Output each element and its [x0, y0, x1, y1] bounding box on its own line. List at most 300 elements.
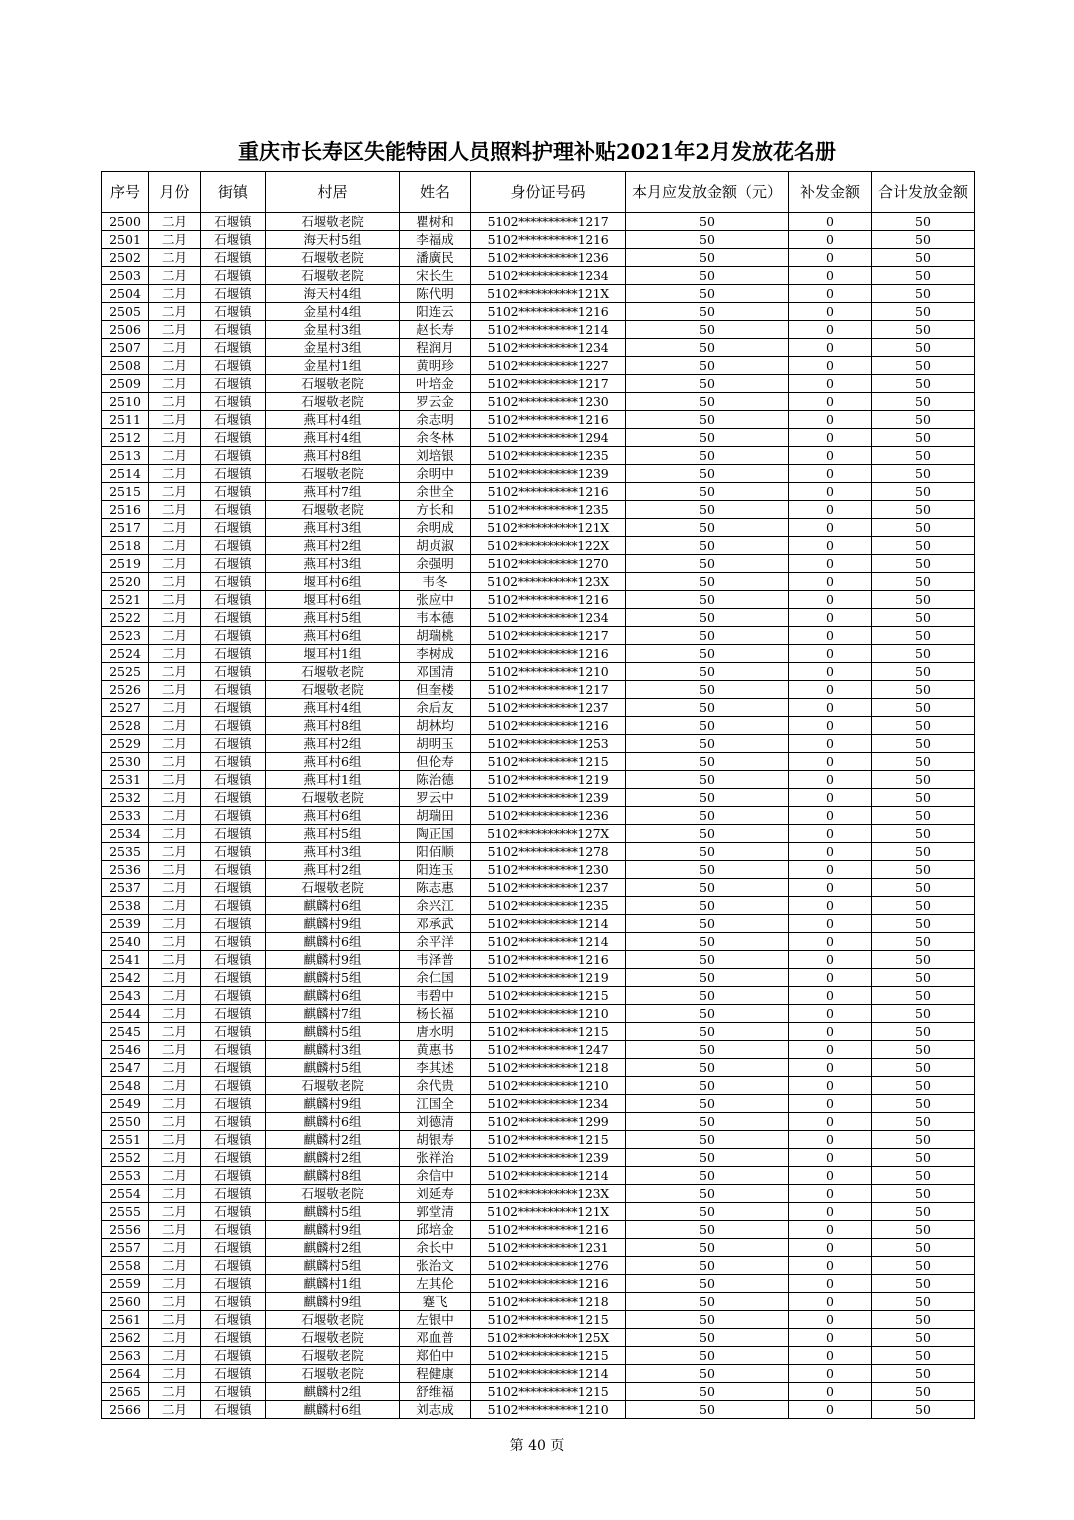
cell-back-pay: 0 [789, 267, 872, 285]
cell-month: 二月 [149, 987, 201, 1005]
table-row [102, 1311, 975, 1329]
cell-month: 二月 [149, 1113, 201, 1131]
cell-index: 2556 [102, 1221, 149, 1239]
cell-town: 石堰镇 [201, 1275, 266, 1293]
cell-village: 石堰敬老院 [266, 1347, 400, 1365]
cell-back-pay: 0 [789, 699, 872, 717]
cell-id-number: 5102**********127X [471, 825, 626, 843]
cell-name: 程健康 [400, 1365, 471, 1383]
cell-total-amount: 50 [872, 555, 975, 573]
cell-monthly-amount: 50 [626, 825, 789, 843]
cell-index: 2525 [102, 663, 149, 681]
cell-name: 邓血普 [400, 1329, 471, 1347]
cell-town: 石堰镇 [201, 609, 266, 627]
cell-total-amount: 50 [872, 1185, 975, 1203]
cell-month: 二月 [149, 357, 201, 375]
cell-village: 石堰敬老院 [266, 1185, 400, 1203]
cell-name: 邓国清 [400, 663, 471, 681]
cell-back-pay: 0 [789, 1293, 872, 1311]
cell-id-number: 5102**********1218 [471, 1293, 626, 1311]
cell-index: 2562 [102, 1329, 149, 1347]
cell-village: 麒麟村7组 [266, 1005, 400, 1023]
cell-total-amount: 50 [872, 1365, 975, 1383]
cell-town: 石堰镇 [201, 1077, 266, 1095]
cell-village: 燕耳村8组 [266, 447, 400, 465]
cell-village: 麒麟村9组 [266, 1221, 400, 1239]
cell-town: 石堰镇 [201, 1239, 266, 1257]
cell-name: 余世全 [400, 483, 471, 501]
table-row [102, 1203, 975, 1221]
cell-total-amount: 50 [872, 969, 975, 987]
cell-name: 胡瑞田 [400, 807, 471, 825]
cell-back-pay: 0 [789, 753, 872, 771]
cell-name: 但伦寿 [400, 753, 471, 771]
cell-name: 余长中 [400, 1239, 471, 1257]
cell-town: 石堰镇 [201, 213, 266, 231]
cell-index: 2535 [102, 843, 149, 861]
cell-name: 郭堂清 [400, 1203, 471, 1221]
cell-back-pay: 0 [789, 483, 872, 501]
cell-index: 2559 [102, 1275, 149, 1293]
cell-id-number: 5102**********1214 [471, 915, 626, 933]
cell-monthly-amount: 50 [626, 1023, 789, 1041]
cell-village: 燕耳村4组 [266, 429, 400, 447]
cell-town: 石堰镇 [201, 465, 266, 483]
cell-month: 二月 [149, 1185, 201, 1203]
cell-id-number: 5102**********1276 [471, 1257, 626, 1275]
cell-month: 二月 [149, 1239, 201, 1257]
cell-month: 二月 [149, 1275, 201, 1293]
cell-village: 麒麟村6组 [266, 897, 400, 915]
cell-town: 石堰镇 [201, 699, 266, 717]
cell-village: 麒麟村6组 [266, 1401, 400, 1419]
cell-month: 二月 [149, 645, 201, 663]
cell-month: 二月 [149, 447, 201, 465]
cell-village: 石堰敬老院 [266, 1329, 400, 1347]
cell-monthly-amount: 50 [626, 1095, 789, 1113]
cell-index: 2520 [102, 573, 149, 591]
table-row [102, 1023, 975, 1041]
cell-town: 石堰镇 [201, 645, 266, 663]
cell-index: 2524 [102, 645, 149, 663]
table-row [102, 735, 975, 753]
cell-monthly-amount: 50 [626, 915, 789, 933]
cell-name: 胡明玉 [400, 735, 471, 753]
cell-id-number: 5102**********1218 [471, 1059, 626, 1077]
cell-index: 2560 [102, 1293, 149, 1311]
cell-index: 2504 [102, 285, 149, 303]
cell-monthly-amount: 50 [626, 807, 789, 825]
cell-village: 燕耳村6组 [266, 753, 400, 771]
cell-id-number: 5102**********125X [471, 1329, 626, 1347]
cell-total-amount: 50 [872, 1041, 975, 1059]
cell-monthly-amount: 50 [626, 789, 789, 807]
cell-name: 余志明 [400, 411, 471, 429]
cell-index: 2505 [102, 303, 149, 321]
cell-total-amount: 50 [872, 1059, 975, 1077]
cell-month: 二月 [149, 915, 201, 933]
cell-month: 二月 [149, 501, 201, 519]
cell-index: 2526 [102, 681, 149, 699]
table-row [102, 267, 975, 285]
cell-village: 金星村4组 [266, 303, 400, 321]
cell-name: 李福成 [400, 231, 471, 249]
cell-back-pay: 0 [789, 1077, 872, 1095]
cell-back-pay: 0 [789, 789, 872, 807]
cell-total-amount: 50 [872, 1239, 975, 1257]
cell-monthly-amount: 50 [626, 969, 789, 987]
cell-back-pay: 0 [789, 1383, 872, 1401]
cell-back-pay: 0 [789, 1041, 872, 1059]
cell-monthly-amount: 50 [626, 465, 789, 483]
cell-back-pay: 0 [789, 357, 872, 375]
cell-id-number: 5102**********1253 [471, 735, 626, 753]
cell-total-amount: 50 [872, 1311, 975, 1329]
cell-village: 石堰敬老院 [266, 267, 400, 285]
cell-month: 二月 [149, 1329, 201, 1347]
cell-id-number: 5102**********1216 [471, 411, 626, 429]
cell-total-amount: 50 [872, 375, 975, 393]
cell-month: 二月 [149, 339, 201, 357]
cell-id-number: 5102**********1216 [471, 303, 626, 321]
cell-index: 2545 [102, 1023, 149, 1041]
cell-id-number: 5102**********1247 [471, 1041, 626, 1059]
cell-id-number: 5102**********121X [471, 1203, 626, 1221]
cell-town: 石堰镇 [201, 303, 266, 321]
cell-monthly-amount: 50 [626, 681, 789, 699]
cell-month: 二月 [149, 699, 201, 717]
header-town: 街镇 [201, 172, 266, 213]
cell-index: 2555 [102, 1203, 149, 1221]
cell-id-number: 5102**********1216 [471, 717, 626, 735]
cell-monthly-amount: 50 [626, 771, 789, 789]
cell-index: 2548 [102, 1077, 149, 1095]
table-row [102, 1149, 975, 1167]
cell-name: 阳佰顺 [400, 843, 471, 861]
cell-total-amount: 50 [872, 1383, 975, 1401]
cell-monthly-amount: 50 [626, 285, 789, 303]
cell-name: 胡瑞桃 [400, 627, 471, 645]
cell-back-pay: 0 [789, 915, 872, 933]
cell-name: 韦泽普 [400, 951, 471, 969]
cell-monthly-amount: 50 [626, 663, 789, 681]
header-total-amount: 合计发放金额 [872, 172, 975, 213]
table-row [102, 1131, 975, 1149]
cell-village: 燕耳村2组 [266, 537, 400, 555]
cell-month: 二月 [149, 969, 201, 987]
cell-id-number: 5102**********1235 [471, 897, 626, 915]
table-row [102, 249, 975, 267]
cell-name: 杨长福 [400, 1005, 471, 1023]
cell-back-pay: 0 [789, 1005, 872, 1023]
table-row [102, 519, 975, 537]
cell-month: 二月 [149, 249, 201, 267]
cell-town: 石堰镇 [201, 753, 266, 771]
cell-town: 石堰镇 [201, 321, 266, 339]
roster-table [101, 171, 975, 1419]
cell-town: 石堰镇 [201, 969, 266, 987]
cell-monthly-amount: 50 [626, 645, 789, 663]
cell-name: 唐水明 [400, 1023, 471, 1041]
cell-name: 刘志成 [400, 1401, 471, 1419]
cell-village: 麒麟村9组 [266, 951, 400, 969]
cell-total-amount: 50 [872, 933, 975, 951]
cell-index: 2530 [102, 753, 149, 771]
cell-back-pay: 0 [789, 627, 872, 645]
cell-monthly-amount: 50 [626, 447, 789, 465]
cell-monthly-amount: 50 [626, 897, 789, 915]
cell-town: 石堰镇 [201, 933, 266, 951]
cell-id-number: 5102**********1214 [471, 1167, 626, 1185]
cell-id-number: 5102**********1227 [471, 357, 626, 375]
cell-back-pay: 0 [789, 1347, 872, 1365]
table-row [102, 1383, 975, 1401]
cell-name: 余明成 [400, 519, 471, 537]
cell-town: 石堰镇 [201, 339, 266, 357]
table-row [102, 717, 975, 735]
cell-id-number: 5102**********1234 [471, 339, 626, 357]
cell-month: 二月 [149, 375, 201, 393]
cell-village: 堰耳村6组 [266, 573, 400, 591]
cell-month: 二月 [149, 627, 201, 645]
cell-monthly-amount: 50 [626, 627, 789, 645]
cell-village: 石堰敬老院 [266, 501, 400, 519]
cell-month: 二月 [149, 537, 201, 555]
cell-village: 海天村4组 [266, 285, 400, 303]
cell-back-pay: 0 [789, 1059, 872, 1077]
table-row [102, 771, 975, 789]
cell-back-pay: 0 [789, 717, 872, 735]
cell-monthly-amount: 50 [626, 429, 789, 447]
table-row [102, 1293, 975, 1311]
cell-total-amount: 50 [872, 915, 975, 933]
cell-name: 韦冬 [400, 573, 471, 591]
cell-total-amount: 50 [872, 1401, 975, 1419]
cell-total-amount: 50 [872, 645, 975, 663]
cell-id-number: 5102**********1216 [471, 591, 626, 609]
cell-back-pay: 0 [789, 1167, 872, 1185]
cell-index: 2536 [102, 861, 149, 879]
cell-town: 石堰镇 [201, 1329, 266, 1347]
cell-name: 左其伦 [400, 1275, 471, 1293]
cell-total-amount: 50 [872, 1131, 975, 1149]
cell-town: 石堰镇 [201, 1005, 266, 1023]
cell-monthly-amount: 50 [626, 1113, 789, 1131]
cell-village: 金星村3组 [266, 339, 400, 357]
table-row [102, 933, 975, 951]
cell-total-amount: 50 [872, 339, 975, 357]
cell-monthly-amount: 50 [626, 213, 789, 231]
table-row [102, 1401, 975, 1419]
table-row [102, 483, 975, 501]
cell-village: 燕耳村6组 [266, 807, 400, 825]
cell-village: 燕耳村4组 [266, 699, 400, 717]
cell-village: 麒麟村5组 [266, 1257, 400, 1275]
cell-total-amount: 50 [872, 1167, 975, 1185]
cell-village: 燕耳村5组 [266, 825, 400, 843]
header-month: 月份 [149, 172, 201, 213]
cell-month: 二月 [149, 789, 201, 807]
cell-id-number: 5102**********1294 [471, 429, 626, 447]
cell-town: 石堰镇 [201, 1221, 266, 1239]
cell-id-number: 5102**********1234 [471, 609, 626, 627]
cell-back-pay: 0 [789, 429, 872, 447]
cell-monthly-amount: 50 [626, 537, 789, 555]
table-row [102, 321, 975, 339]
cell-index: 2522 [102, 609, 149, 627]
cell-month: 二月 [149, 465, 201, 483]
cell-month: 二月 [149, 231, 201, 249]
cell-name: 邓承武 [400, 915, 471, 933]
header-id-number: 身份证号码 [471, 172, 626, 213]
cell-id-number: 5102**********1217 [471, 375, 626, 393]
cell-index: 2513 [102, 447, 149, 465]
cell-index: 2523 [102, 627, 149, 645]
table-row [102, 375, 975, 393]
cell-town: 石堰镇 [201, 771, 266, 789]
cell-id-number: 5102**********1216 [471, 231, 626, 249]
cell-total-amount: 50 [872, 357, 975, 375]
cell-id-number: 5102**********1216 [471, 483, 626, 501]
cell-back-pay: 0 [789, 1311, 872, 1329]
cell-town: 石堰镇 [201, 393, 266, 411]
cell-monthly-amount: 50 [626, 1221, 789, 1239]
cell-back-pay: 0 [789, 1329, 872, 1347]
cell-month: 二月 [149, 861, 201, 879]
cell-total-amount: 50 [872, 807, 975, 825]
cell-total-amount: 50 [872, 1023, 975, 1041]
cell-back-pay: 0 [789, 987, 872, 1005]
cell-town: 石堰镇 [201, 573, 266, 591]
table-row [102, 1113, 975, 1131]
cell-index: 2553 [102, 1167, 149, 1185]
table-row [102, 303, 975, 321]
cell-monthly-amount: 50 [626, 501, 789, 519]
cell-id-number: 5102**********123X [471, 1185, 626, 1203]
cell-month: 二月 [149, 1095, 201, 1113]
cell-back-pay: 0 [789, 735, 872, 753]
cell-village: 燕耳村1组 [266, 771, 400, 789]
table-row [102, 1365, 975, 1383]
cell-back-pay: 0 [789, 1275, 872, 1293]
cell-total-amount: 50 [872, 843, 975, 861]
cell-village: 堰耳村1组 [266, 645, 400, 663]
cell-name: 李树成 [400, 645, 471, 663]
cell-monthly-amount: 50 [626, 1203, 789, 1221]
cell-index: 2506 [102, 321, 149, 339]
cell-monthly-amount: 50 [626, 375, 789, 393]
cell-town: 石堰镇 [201, 447, 266, 465]
cell-back-pay: 0 [789, 555, 872, 573]
cell-id-number: 5102**********1215 [471, 987, 626, 1005]
cell-monthly-amount: 50 [626, 555, 789, 573]
cell-back-pay: 0 [789, 1401, 872, 1419]
cell-name: 余明中 [400, 465, 471, 483]
cell-total-amount: 50 [872, 1293, 975, 1311]
cell-village: 麒麟村5组 [266, 1023, 400, 1041]
table-row [102, 915, 975, 933]
cell-monthly-amount: 50 [626, 609, 789, 627]
cell-month: 二月 [149, 1131, 201, 1149]
cell-index: 2564 [102, 1365, 149, 1383]
cell-total-amount: 50 [872, 213, 975, 231]
cell-town: 石堰镇 [201, 735, 266, 753]
cell-name: 李其述 [400, 1059, 471, 1077]
cell-name: 韦本德 [400, 609, 471, 627]
cell-town: 石堰镇 [201, 717, 266, 735]
cell-monthly-amount: 50 [626, 1077, 789, 1095]
cell-village: 燕耳村2组 [266, 861, 400, 879]
table-row [102, 1095, 975, 1113]
cell-total-amount: 50 [872, 447, 975, 465]
cell-name: 罗云中 [400, 789, 471, 807]
cell-town: 石堰镇 [201, 375, 266, 393]
cell-back-pay: 0 [789, 1239, 872, 1257]
cell-town: 石堰镇 [201, 1365, 266, 1383]
cell-name: 罗云金 [400, 393, 471, 411]
cell-back-pay: 0 [789, 1113, 872, 1131]
cell-id-number: 5102**********1214 [471, 933, 626, 951]
cell-name: 瞿树和 [400, 213, 471, 231]
cell-month: 二月 [149, 1041, 201, 1059]
cell-month: 二月 [149, 1059, 201, 1077]
table-row [102, 447, 975, 465]
cell-month: 二月 [149, 825, 201, 843]
cell-name: 胡贞淑 [400, 537, 471, 555]
cell-index: 2554 [102, 1185, 149, 1203]
cell-name: 张祥治 [400, 1149, 471, 1167]
cell-back-pay: 0 [789, 825, 872, 843]
cell-total-amount: 50 [872, 1347, 975, 1365]
cell-index: 2544 [102, 1005, 149, 1023]
cell-index: 2565 [102, 1383, 149, 1401]
cell-name: 刘德清 [400, 1113, 471, 1131]
cell-back-pay: 0 [789, 411, 872, 429]
cell-monthly-amount: 50 [626, 1185, 789, 1203]
cell-monthly-amount: 50 [626, 339, 789, 357]
cell-id-number: 5102**********1231 [471, 1239, 626, 1257]
cell-name: 方长和 [400, 501, 471, 519]
cell-back-pay: 0 [789, 1257, 872, 1275]
cell-back-pay: 0 [789, 609, 872, 627]
cell-village: 燕耳村7组 [266, 483, 400, 501]
cell-village: 燕耳村3组 [266, 843, 400, 861]
cell-monthly-amount: 50 [626, 951, 789, 969]
cell-back-pay: 0 [789, 843, 872, 861]
cell-index: 2539 [102, 915, 149, 933]
cell-town: 石堰镇 [201, 1149, 266, 1167]
cell-back-pay: 0 [789, 807, 872, 825]
cell-month: 二月 [149, 933, 201, 951]
cell-month: 二月 [149, 735, 201, 753]
table-header-row [102, 172, 975, 213]
table-row [102, 681, 975, 699]
cell-total-amount: 50 [872, 1203, 975, 1221]
cell-total-amount: 50 [872, 429, 975, 447]
table-body [102, 213, 975, 1419]
cell-total-amount: 50 [872, 411, 975, 429]
cell-total-amount: 50 [872, 591, 975, 609]
cell-total-amount: 50 [872, 1113, 975, 1131]
table-row [102, 357, 975, 375]
cell-name: 韦碧中 [400, 987, 471, 1005]
cell-total-amount: 50 [872, 663, 975, 681]
cell-month: 二月 [149, 897, 201, 915]
cell-back-pay: 0 [789, 393, 872, 411]
cell-town: 石堰镇 [201, 411, 266, 429]
cell-back-pay: 0 [789, 375, 872, 393]
cell-village: 石堰敬老院 [266, 879, 400, 897]
